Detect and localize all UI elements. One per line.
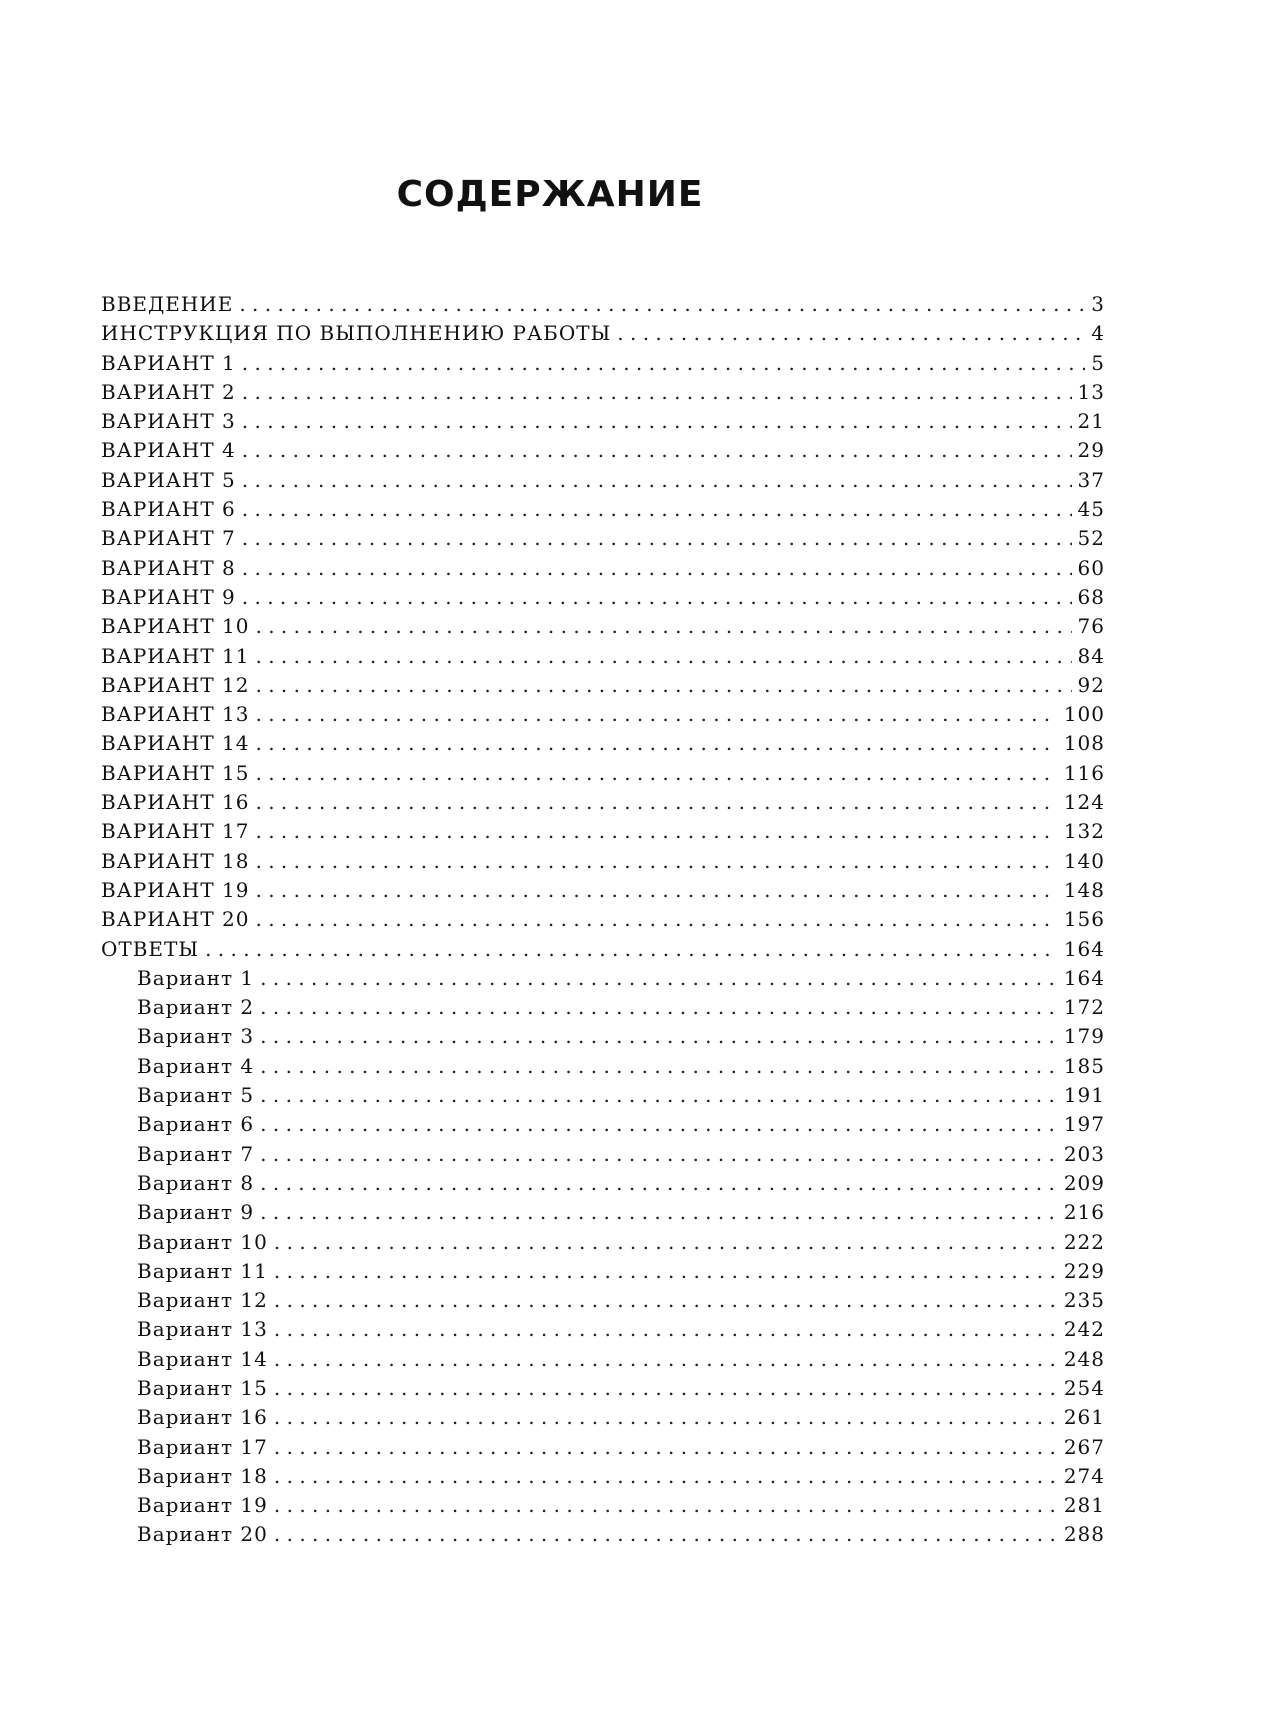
toc-entry-label: Вариант 5 [137,1083,255,1108]
dot-leader [260,964,1058,993]
dot-leader [274,1374,1058,1403]
toc-subentry[interactable] [101,1520,1105,1549]
toc-subentry[interactable] [101,1110,1105,1139]
dot-leader [242,583,1072,612]
toc-entry[interactable] [101,935,1105,964]
dot-leader [255,847,1057,876]
page-title: СОДЕРЖАНИЕ [396,174,704,215]
toc-entry-page-number: 288 [1063,1522,1105,1547]
dot-leader [255,905,1057,934]
toc-entry-label: ВАРИАНТ 6 [101,497,236,522]
toc-entry-page-number: 29 [1077,438,1105,463]
dot-leader [260,1110,1058,1139]
toc-subentry[interactable] [101,1081,1105,1110]
toc-entry-page-number: 229 [1063,1258,1105,1283]
toc-entry-page-number: 281 [1063,1493,1105,1518]
dot-leader [239,290,1085,319]
toc-entry-page-number: 179 [1063,1024,1105,1049]
toc-entry-label: Вариант 11 [137,1258,268,1283]
toc-entry-label: Вариант 15 [137,1375,268,1400]
toc-entry[interactable] [101,378,1105,407]
toc-entry-label: ВАРИАНТ 5 [101,467,236,492]
toc-entry-page-number: 267 [1063,1434,1105,1459]
dot-leader [255,876,1057,905]
toc-entry-label: Вариант 9 [137,1200,255,1225]
toc-entry-label: ВАРИАНТ 1 [101,350,236,375]
toc-subentry[interactable] [101,1140,1105,1169]
toc-entry-label: ВАРИАНТ 9 [101,584,236,609]
dot-leader [274,1403,1058,1432]
toc-entry-label: ВАРИАНТ 15 [101,760,250,785]
dot-leader [255,700,1057,729]
toc-entry-label: Вариант 3 [137,1024,255,1049]
toc-entry-label: ВАРИАНТ 4 [101,438,236,463]
dot-leader [274,1462,1058,1491]
toc-entry[interactable] [101,495,1105,524]
toc-entry-label: ВАРИАНТ 8 [101,555,236,580]
toc-entry-label: ВАРИАНТ 18 [101,848,250,873]
toc-entry-page-number: 274 [1063,1463,1105,1488]
dot-leader [242,378,1072,407]
toc-entry-label: ОТВЕТЫ [101,936,200,961]
toc-entry-page-number: 124 [1063,790,1105,815]
dot-leader [242,466,1072,495]
toc-entry-page-number: 197 [1063,1112,1105,1137]
toc-subentry[interactable] [101,1433,1105,1462]
toc-subentry[interactable] [101,1286,1105,1315]
toc-entry[interactable] [101,788,1105,817]
toc-entry-label: Вариант 1 [137,965,255,990]
toc-entry[interactable] [101,612,1105,641]
toc-entry-label: Вариант 16 [137,1405,268,1430]
toc-entry-label: Вариант 18 [137,1463,268,1488]
toc-subentry[interactable] [101,964,1105,993]
dot-leader [255,759,1057,788]
toc-subentry[interactable] [101,1169,1105,1198]
toc-entry-label: Вариант 14 [137,1346,268,1371]
toc-entry-page-number: 191 [1063,1083,1105,1108]
toc-entry[interactable] [101,671,1105,700]
toc-entry-page-number: 185 [1063,1053,1105,1078]
toc-entry-page-number: 108 [1063,731,1105,756]
toc-subentry[interactable] [101,1257,1105,1286]
toc-entry[interactable] [101,729,1105,758]
toc-entry[interactable] [101,905,1105,934]
dot-leader [255,788,1057,817]
dot-leader [274,1257,1058,1286]
toc-subentry[interactable] [101,1462,1105,1491]
toc-entry-page-number: 4 [1091,321,1105,346]
toc-entry[interactable] [101,583,1105,612]
toc-entry-page-number: 45 [1077,497,1105,522]
toc-entry-page-number: 5 [1091,350,1105,375]
toc-entry-page-number: 156 [1063,907,1105,932]
toc-entry-page-number: 254 [1063,1375,1105,1400]
dot-leader [205,935,1058,964]
toc-entry-label: Вариант 4 [137,1053,255,1078]
dot-leader [274,1286,1058,1315]
toc-entry-page-number: 216 [1063,1200,1105,1225]
dot-leader [242,524,1072,553]
dot-leader [274,1433,1058,1462]
dot-leader [274,1520,1058,1549]
toc-entry-page-number: 52 [1077,526,1105,551]
dot-leader [260,1052,1058,1081]
toc-entry-page-number: 84 [1077,643,1105,668]
dot-leader [242,554,1072,583]
toc-entry-label: ВАРИАНТ 16 [101,790,250,815]
toc-entry-page-number: 76 [1077,614,1105,639]
toc-subentry[interactable] [101,1022,1105,1051]
dot-leader [242,495,1072,524]
dot-leader [255,642,1071,671]
toc-entry-page-number: 92 [1077,672,1105,697]
toc-subentry[interactable] [101,1403,1105,1432]
toc-entry-label: Вариант 7 [137,1141,255,1166]
toc-subentry[interactable] [101,1228,1105,1257]
toc-entry[interactable] [101,554,1105,583]
dot-leader [260,993,1058,1022]
toc-entry-label: Вариант 8 [137,1170,255,1195]
toc-entry-page-number: 164 [1063,936,1105,961]
dot-leader [255,817,1057,846]
toc-entry[interactable] [101,319,1105,348]
toc-entry-label: ВАРИАНТ 19 [101,877,250,902]
toc-entry-label: Вариант 20 [137,1522,268,1547]
toc-entry-page-number: 68 [1077,584,1105,609]
toc-entry-label: ВАРИАНТ 7 [101,526,236,551]
toc-entry-page-number: 116 [1063,760,1105,785]
toc-entry-label: Вариант 6 [137,1112,255,1137]
toc-entry[interactable] [101,349,1105,378]
toc-entry[interactable] [101,642,1105,671]
dot-leader [260,1198,1058,1227]
toc-entry-page-number: 100 [1063,702,1105,727]
toc-entry-page-number: 203 [1063,1141,1105,1166]
table-of-contents [101,290,1105,1550]
toc-entry-page-number: 209 [1063,1170,1105,1195]
toc-entry-label: ВАРИАНТ 13 [101,702,250,727]
dot-leader [274,1345,1058,1374]
toc-subentry[interactable] [101,1052,1105,1081]
toc-entry-page-number: 222 [1063,1229,1105,1254]
toc-entry-page-number: 261 [1063,1405,1105,1430]
toc-entry[interactable] [101,759,1105,788]
dot-leader [274,1491,1058,1520]
toc-entry-page-number: 248 [1063,1346,1105,1371]
dot-leader [255,729,1057,758]
toc-entry-page-number: 148 [1063,877,1105,902]
toc-entry[interactable] [101,700,1105,729]
toc-entry-label: ВАРИАНТ 14 [101,731,250,756]
toc-entry-page-number: 60 [1077,555,1105,580]
toc-subentry[interactable] [101,1374,1105,1403]
dot-leader [242,349,1085,378]
toc-entry-label: ВВЕДЕНИЕ [101,292,234,316]
toc-entry-page-number: 132 [1063,819,1105,844]
toc-entry[interactable] [101,290,1105,319]
toc-entry-label: ИНСТРУКЦИЯ ПО ВЫПОЛНЕНИЮ РАБОТЫ [101,321,612,346]
toc-entry-label: ВАРИАНТ 12 [101,672,250,697]
toc-entry-page-number: 13 [1077,379,1105,404]
dot-leader [260,1140,1058,1169]
toc-entry[interactable] [101,524,1105,553]
toc-entry[interactable] [101,876,1105,905]
toc-entry-page-number: 3 [1091,292,1105,316]
toc-entry-page-number: 140 [1063,848,1105,873]
dot-leader [255,671,1071,700]
toc-entry-label: ВАРИАНТ 2 [101,379,236,404]
toc-entry-label: Вариант 19 [137,1493,268,1518]
toc-entry-label: ВАРИАНТ 11 [101,643,250,668]
toc-entry[interactable] [101,466,1105,495]
toc-subentry[interactable] [101,993,1105,1022]
toc-entry-page-number: 242 [1063,1317,1105,1342]
dot-leader [255,612,1071,641]
dot-leader [260,1169,1058,1198]
dot-leader [274,1315,1058,1344]
toc-entry[interactable] [101,847,1105,876]
dot-leader [274,1228,1058,1257]
toc-entry-page-number: 21 [1077,409,1105,434]
toc-subentry[interactable] [101,1198,1105,1227]
toc-entry-label: ВАРИАНТ 20 [101,907,250,932]
dot-leader [260,1022,1058,1051]
toc-entry-page-number: 235 [1063,1288,1105,1313]
toc-subentry[interactable] [101,1491,1105,1520]
toc-entry[interactable] [101,436,1105,465]
toc-entry[interactable] [101,817,1105,846]
toc-entry-label: Вариант 2 [137,995,255,1020]
toc-subentry[interactable] [101,1345,1105,1374]
toc-entry-label: Вариант 12 [137,1288,268,1313]
toc-entry-label: Вариант 10 [137,1229,268,1254]
toc-entry-page-number: 172 [1063,995,1105,1020]
dot-leader [617,319,1085,348]
dot-leader [260,1081,1058,1110]
toc-entry-label: ВАРИАНТ 10 [101,614,250,639]
dot-leader [242,407,1072,436]
toc-entry-label: Вариант 17 [137,1434,268,1459]
toc-entry-page-number: 164 [1063,965,1105,990]
dot-leader [242,436,1072,465]
toc-entry[interactable] [101,407,1105,436]
toc-entry-page-number: 37 [1077,467,1105,492]
toc-entry-label: Вариант 13 [137,1317,268,1342]
toc-entry-label: ВАРИАНТ 17 [101,819,250,844]
toc-entry-label: ВАРИАНТ 3 [101,409,236,434]
toc-subentry[interactable] [101,1315,1105,1344]
